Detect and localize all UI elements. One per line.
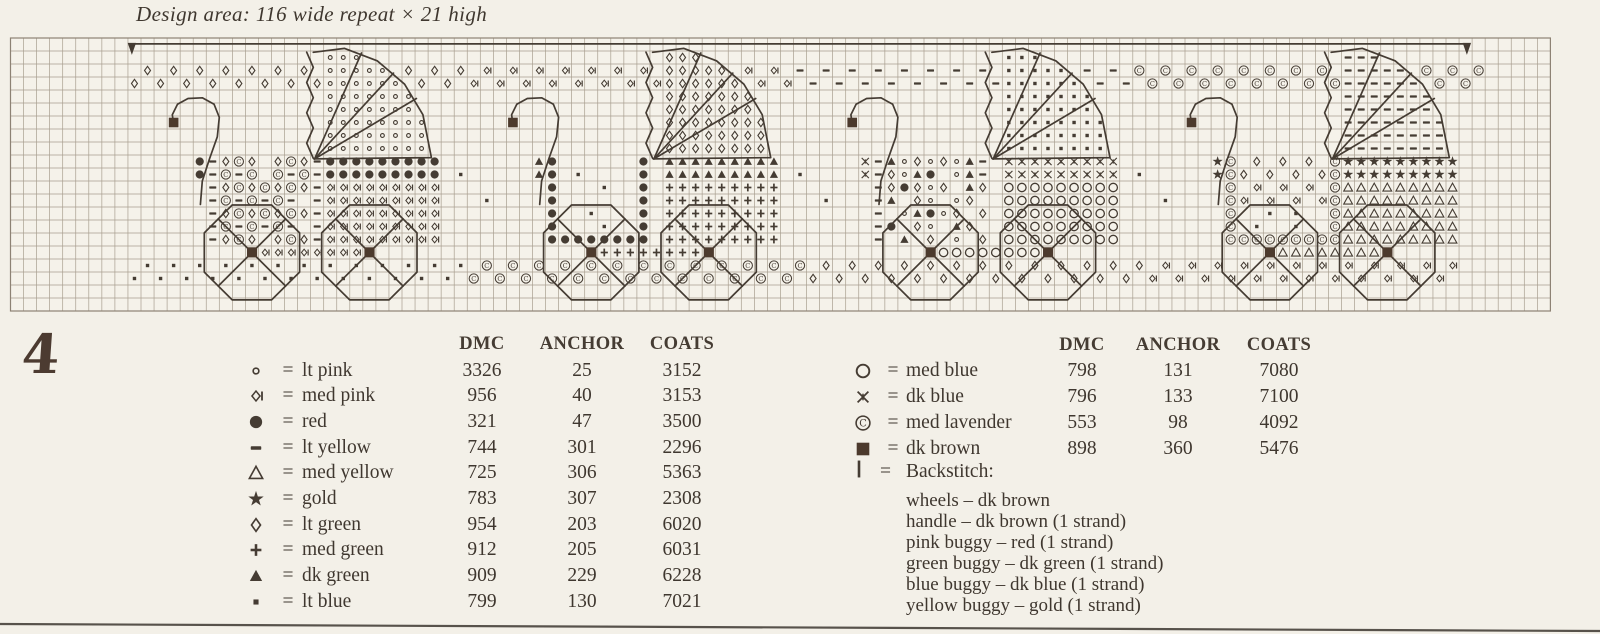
svg-text:C: C (1254, 79, 1260, 88)
coats-value: 7100 (1259, 386, 1299, 407)
dk-blue-cross-icon (846, 384, 880, 410)
med-pink-diamond-bar-icon (238, 383, 274, 409)
anchor-value: 205 (567, 539, 597, 561)
svg-text:C: C (1476, 66, 1482, 75)
gold-star-icon (243, 486, 269, 512)
svg-text:C: C (706, 274, 712, 283)
svg-text:C: C (301, 170, 307, 179)
equals-sign: = (282, 590, 294, 612)
svg-text:C: C (1332, 157, 1338, 166)
svg-text:C: C (1319, 235, 1325, 244)
svg-text:C: C (1280, 79, 1286, 88)
svg-text:C: C (680, 274, 686, 283)
svg-text:C: C (1215, 66, 1221, 75)
coats-value: 4092 (1259, 412, 1299, 433)
svg-text:C: C (732, 274, 738, 283)
lt-blue-square-icon (243, 589, 269, 615)
svg-text:C: C (1306, 79, 1312, 88)
svg-text:C: C (275, 196, 281, 205)
med-blue-circle-icon (846, 358, 880, 384)
svg-text:C: C (1436, 79, 1442, 88)
anchor-value: 47 (572, 410, 592, 432)
svg-text:C: C (627, 274, 633, 283)
anchor-value: 40 (572, 385, 592, 407)
lt-pink-circle-icon (243, 358, 269, 384)
svg-text:C: C (484, 261, 490, 270)
svg-text:C: C (1149, 79, 1155, 88)
dk-green-filled-triangle-icon (243, 563, 269, 589)
svg-text:C: C (1423, 66, 1429, 75)
thread-name: lt pink (302, 359, 353, 381)
thread-name: red (302, 410, 327, 432)
svg-text:C: C (1175, 79, 1181, 88)
dmc-value: 553 (1067, 412, 1097, 433)
svg-text:C: C (236, 183, 242, 192)
coats-value: 7080 (1259, 360, 1299, 381)
anchor-value: 133 (1163, 386, 1193, 407)
svg-text:C: C (288, 157, 294, 166)
med-green-plus-icon (238, 537, 274, 563)
svg-text:C: C (1267, 235, 1273, 244)
thread-name: gold (302, 487, 337, 509)
svg-text:C: C (588, 261, 594, 270)
legend-left-color-key (238, 332, 732, 615)
svg-text:C: C (275, 170, 281, 179)
svg-text:C: C (1332, 79, 1338, 88)
dk-blue-cross-icon (850, 384, 876, 410)
anchor-value: 131 (1163, 360, 1193, 381)
coats-value: 5363 (662, 462, 702, 484)
dmc-value: 744 (467, 436, 497, 458)
svg-text:C: C (1332, 235, 1338, 244)
coats-value: 5476 (1259, 438, 1299, 459)
svg-text:C: C (249, 170, 255, 179)
red-filled-circle-icon (238, 409, 274, 435)
column-header-dmc: DMC (1059, 334, 1105, 355)
svg-text:C: C (1241, 66, 1247, 75)
svg-text:C: C (771, 261, 777, 270)
svg-text:C: C (667, 261, 673, 270)
svg-text:C: C (1241, 235, 1247, 244)
thread-name: dk brown (906, 438, 981, 459)
svg-text:C: C (223, 222, 229, 231)
med-lavender-copyright-icon (846, 410, 880, 436)
dmc-value: 898 (1067, 438, 1097, 459)
column-header-anchor: ANCHOR (1135, 334, 1221, 355)
equals-sign: = (282, 487, 294, 509)
coats-value: 2308 (662, 487, 702, 509)
svg-text:C: C (1189, 66, 1195, 75)
svg-text:C: C (262, 209, 268, 218)
svg-text:C: C (1228, 170, 1234, 179)
equals-sign: = (282, 385, 294, 407)
legend-right-color-key (846, 332, 1334, 462)
svg-text:C: C (719, 261, 725, 270)
svg-text:C: C (1254, 235, 1260, 244)
column-header-dmc: DMC (459, 334, 505, 355)
dmc-value: 783 (467, 487, 497, 509)
svg-text:C: C (1306, 235, 1312, 244)
svg-text:C: C (1332, 183, 1338, 192)
equals-sign: = (282, 410, 294, 432)
med-lavender-copyright-icon (850, 410, 876, 436)
svg-text:C: C (275, 222, 281, 231)
anchor-value: 229 (567, 565, 597, 587)
svg-text:C: C (1293, 235, 1299, 244)
svg-text:C: C (758, 274, 764, 283)
anchor-value: 98 (1168, 412, 1188, 433)
svg-text:C: C (1332, 170, 1338, 179)
med-yellow-triangle-icon (238, 460, 274, 486)
equals-sign: = (282, 513, 294, 535)
svg-text:C: C (575, 274, 581, 283)
svg-text:C: C (1332, 209, 1338, 218)
svg-text:C: C (249, 196, 255, 205)
svg-text:C: C (523, 274, 529, 283)
coats-value: 6228 (662, 565, 702, 587)
svg-text:C: C (784, 274, 790, 283)
coats-value: 6031 (662, 539, 702, 561)
thread-name: med pink (302, 385, 376, 407)
lt-pink-circle-icon (238, 358, 274, 384)
coats-value: 3153 (662, 385, 702, 407)
dmc-value: 3326 (462, 359, 502, 381)
svg-text:C: C (1332, 222, 1338, 231)
backstitch-label: Backstitch: (906, 461, 994, 482)
coats-value: 7021 (662, 590, 702, 612)
med-pink-diamond-bar-icon (243, 383, 269, 409)
svg-text:C: C (236, 157, 242, 166)
svg-text:C: C (745, 261, 751, 270)
thread-name: lt yellow (302, 436, 371, 458)
red-filled-circle-icon (243, 409, 269, 435)
thread-name: med yellow (302, 462, 394, 484)
column-header-coats: COATS (649, 334, 715, 355)
equals-sign: = (282, 565, 294, 587)
svg-text:C: C (510, 261, 516, 270)
svg-text:C: C (288, 209, 294, 218)
thread-name: med lavender (906, 412, 1012, 433)
med-yellow-triangle-icon (243, 460, 269, 486)
equals-sign: = (282, 359, 294, 381)
anchor-value: 203 (567, 513, 597, 535)
anchor-value: 25 (572, 359, 592, 381)
svg-text:C: C (288, 235, 294, 244)
backstitch-line: wheels – dk brown (906, 490, 1051, 511)
svg-text:C: C (1319, 66, 1325, 75)
coats-value: 3500 (662, 410, 702, 432)
backstitch-line: green buggy – dk green (1 strand) (906, 553, 1164, 574)
svg-text:C: C (1267, 66, 1273, 75)
svg-text:C: C (797, 261, 803, 270)
equals-sign: = (887, 438, 899, 459)
dmc-value: 321 (467, 410, 497, 432)
svg-text:C: C (1332, 196, 1338, 205)
dmc-value: 909 (467, 565, 497, 587)
thread-name: dk blue (906, 386, 964, 407)
thread-name: lt blue (302, 590, 352, 612)
svg-text:C: C (614, 261, 620, 270)
svg-text:C: C (1162, 66, 1168, 75)
svg-text:C: C (497, 274, 503, 283)
backstitch-line: blue buggy – dk blue (1 strand) (906, 574, 1145, 595)
svg-text:C: C (653, 274, 659, 283)
column-header-anchor: ANCHOR (539, 334, 625, 355)
backstitch-key (846, 460, 994, 484)
anchor-value: 130 (567, 590, 597, 612)
dmc-value: 798 (1067, 360, 1097, 381)
lt-green-diamond-icon (238, 512, 274, 538)
svg-text:C: C (1228, 235, 1234, 244)
med-blue-circle-icon (850, 358, 876, 384)
svg-text:C: C (262, 183, 268, 192)
svg-text:C: C (1463, 79, 1469, 88)
dmc-value: 954 (467, 513, 497, 535)
thread-name: med blue (906, 360, 979, 381)
dmc-value: 725 (467, 462, 497, 484)
svg-text:C: C (1228, 183, 1234, 192)
svg-text:C: C (1293, 66, 1299, 75)
svg-text:C: C (1228, 157, 1234, 166)
equals-sign: = (282, 436, 294, 458)
svg-text:C: C (1228, 196, 1234, 205)
med-green-plus-icon (243, 537, 269, 563)
backstitch-line: pink buggy – red (1 strand) (906, 532, 1114, 553)
equals-sign: = (887, 386, 899, 407)
dk-green-filled-triangle-icon (238, 563, 274, 589)
svg-text:C: C (1280, 235, 1286, 244)
svg-text:C: C (223, 196, 229, 205)
svg-text:C: C (1228, 222, 1234, 231)
svg-text:C: C (1228, 79, 1234, 88)
svg-text:C: C (288, 183, 294, 192)
svg-text:C: C (562, 261, 568, 270)
svg-text:C: C (536, 261, 542, 270)
svg-text:C: C (249, 222, 255, 231)
backstitch-instructions (906, 490, 1163, 616)
dmc-value: 912 (467, 539, 497, 561)
dmc-value: 956 (467, 385, 497, 407)
anchor-value: 306 (567, 462, 597, 484)
svg-text:C: C (471, 274, 477, 283)
anchor-value: 307 (567, 487, 597, 509)
backstitch-bar-icon (846, 456, 880, 488)
svg-text:C: C (1450, 66, 1456, 75)
design-area-title: Design area: 116 wide repeat × 21 high (136, 2, 488, 26)
svg-text:C: C (1136, 66, 1142, 75)
coats-value: 3152 (662, 359, 702, 381)
dmc-value: 799 (467, 590, 497, 612)
svg-text:C: C (236, 209, 242, 218)
thread-name: dk green (302, 565, 370, 587)
svg-text:C: C (859, 418, 867, 430)
anchor-value: 360 (1163, 438, 1193, 459)
coats-value: 2296 (662, 436, 702, 458)
lt-yellow-dash-icon (238, 435, 274, 461)
equals-sign: = (880, 461, 891, 482)
svg-text:C: C (1228, 209, 1234, 218)
svg-text:C: C (549, 274, 555, 283)
svg-text:C: C (223, 170, 229, 179)
svg-text:C: C (1202, 79, 1208, 88)
backstitch-line: handle – dk brown (1 strand) (906, 511, 1127, 532)
figure-number: 4 (19, 322, 62, 386)
dmc-value: 796 (1067, 386, 1097, 407)
thread-name: med green (302, 539, 384, 561)
anchor-value: 301 (567, 436, 597, 458)
backstitch-line: yellow buggy – gold (1 strand) (906, 595, 1141, 616)
equals-sign: = (282, 539, 294, 561)
svg-text:C: C (601, 274, 607, 283)
gold-star-icon (238, 486, 274, 512)
thread-name: lt green (302, 513, 362, 535)
equals-sign: = (887, 360, 899, 381)
column-header-coats: COATS (1246, 334, 1312, 355)
lt-blue-square-icon (238, 589, 274, 615)
equals-sign: = (282, 462, 294, 484)
svg-text:C: C (693, 261, 699, 270)
lt-green-diamond-icon (243, 512, 269, 538)
equals-sign: = (887, 412, 899, 433)
svg-text:C: C (640, 261, 646, 270)
backstitch-bar-icon (846, 456, 872, 482)
coats-value: 6020 (662, 513, 702, 535)
lt-yellow-dash-icon (243, 435, 269, 461)
svg-text:C: C (236, 235, 242, 244)
